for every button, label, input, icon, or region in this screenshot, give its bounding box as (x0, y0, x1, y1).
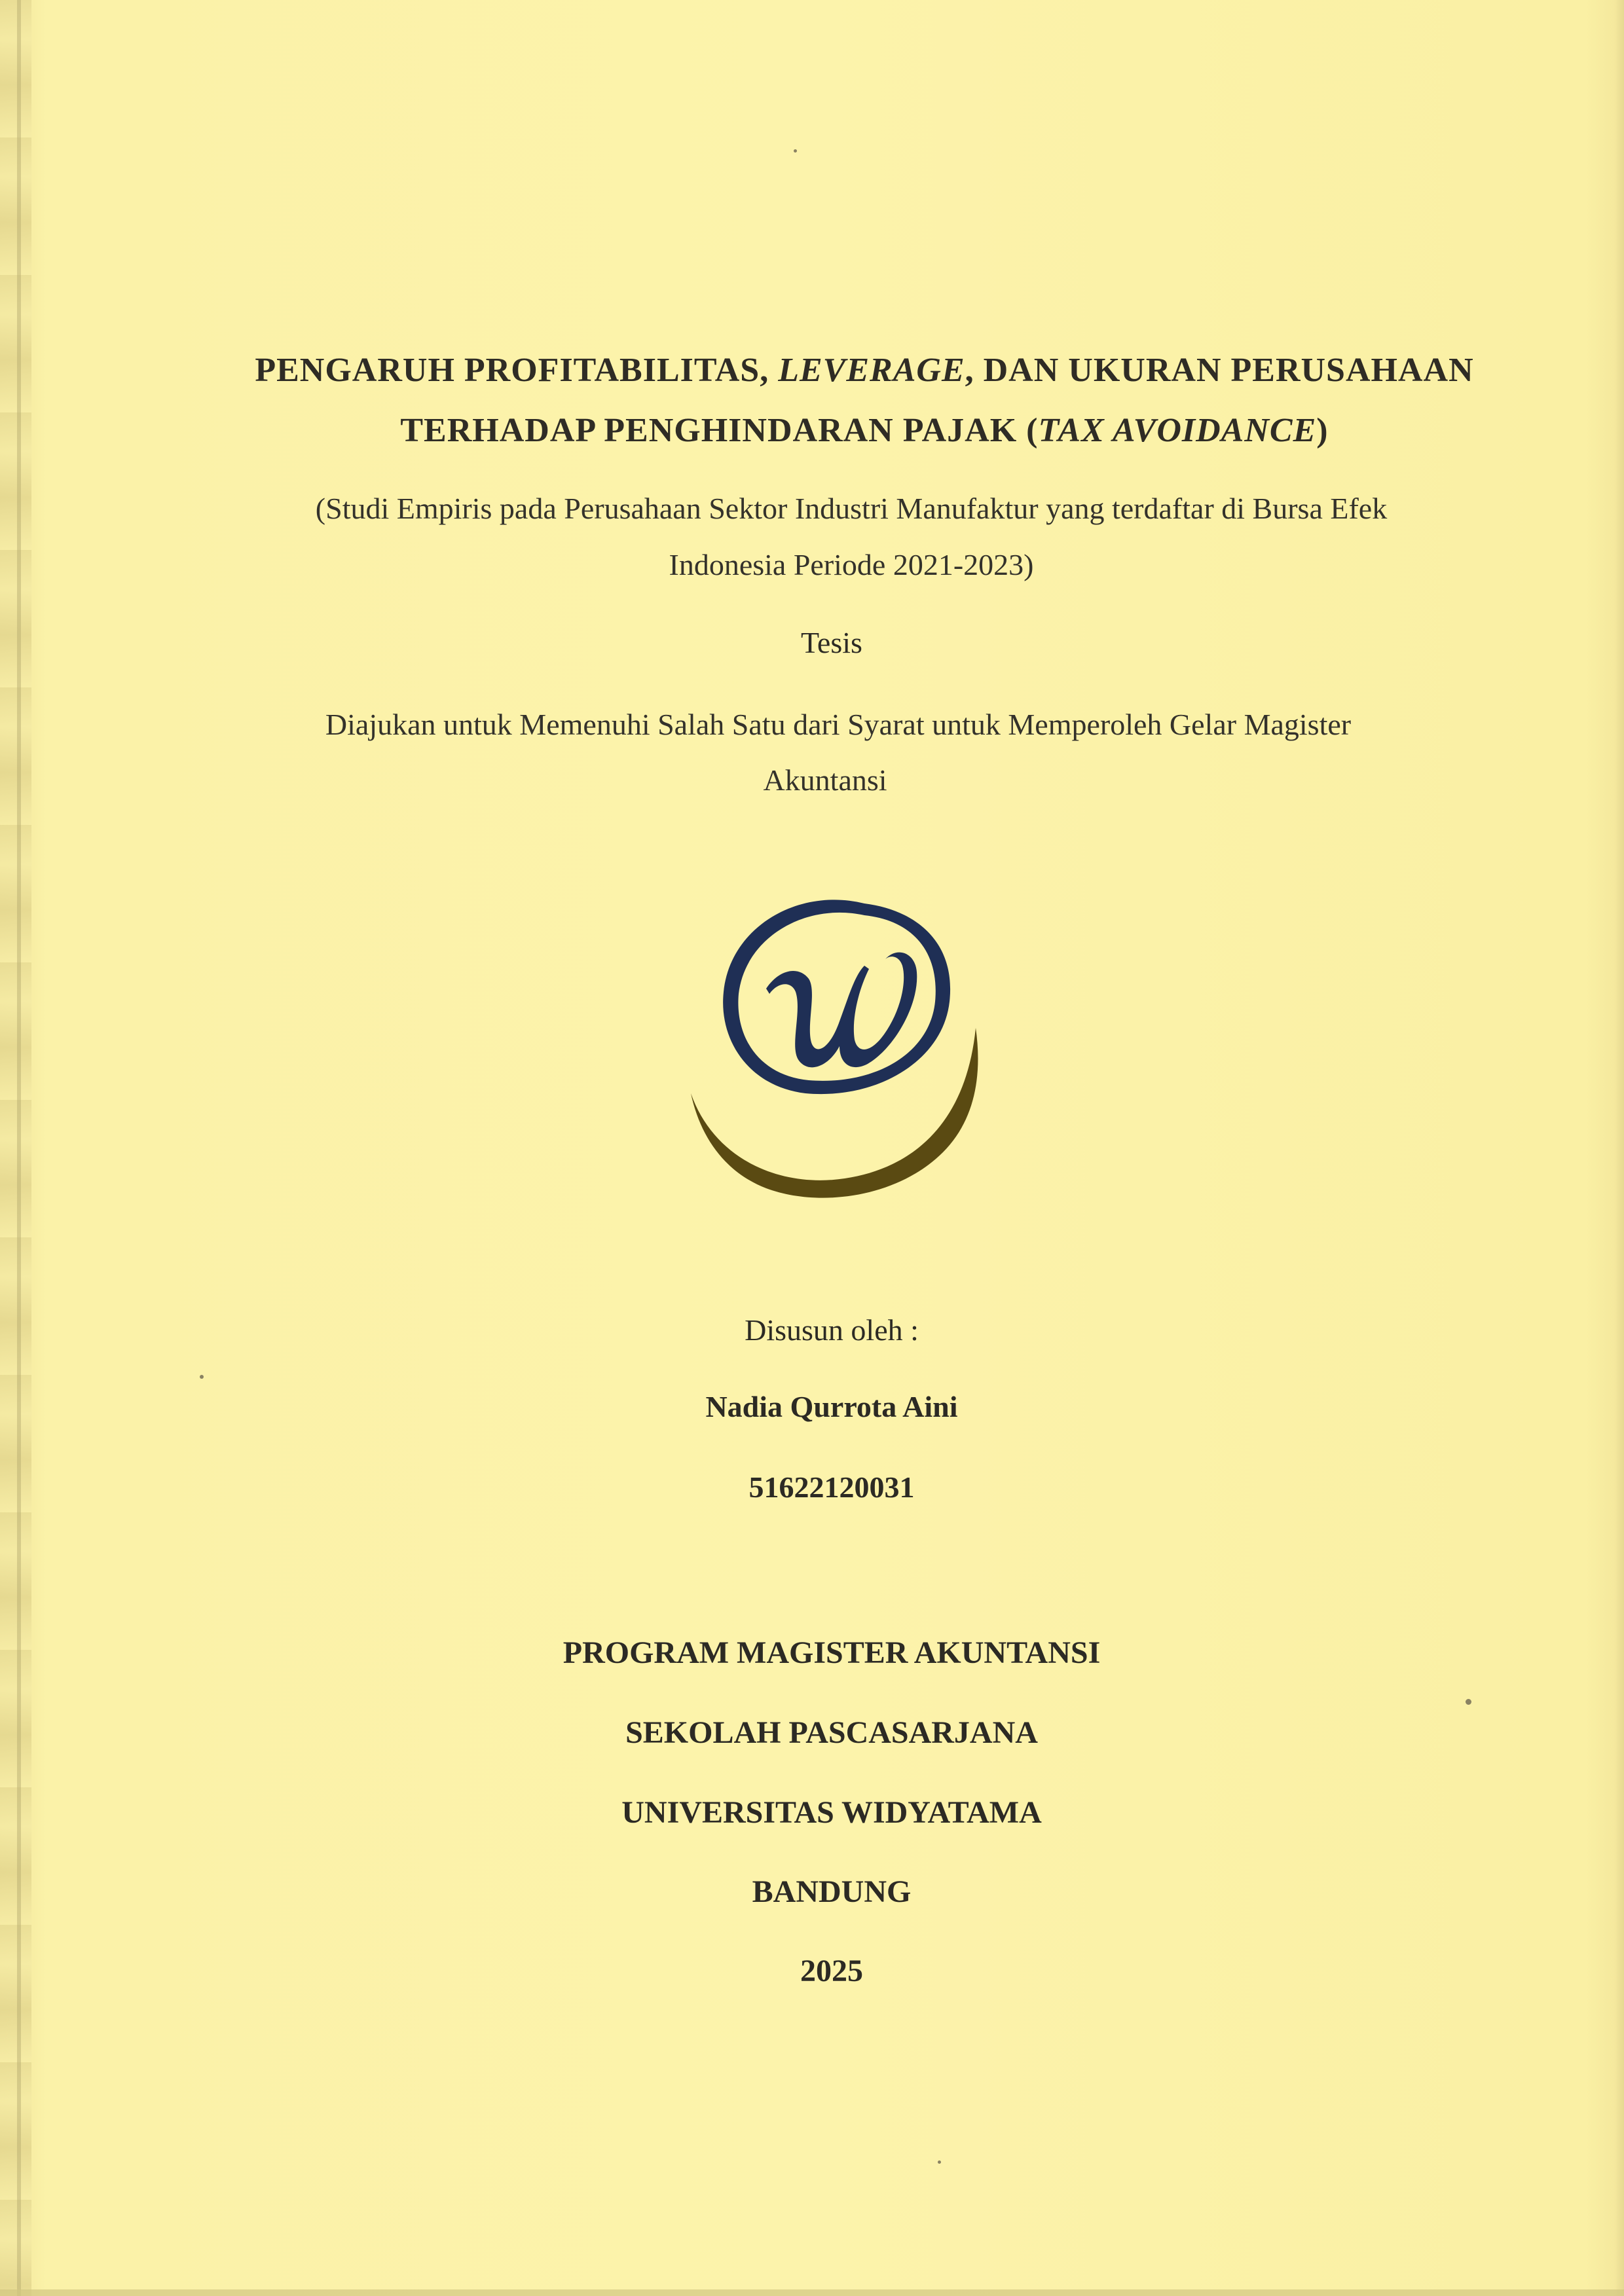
author-label: Disusun oleh : (745, 1313, 919, 1347)
publication-year: 2025 (800, 1954, 863, 1988)
scan-speck (1466, 1699, 1471, 1705)
title-line-2-end: ) (1316, 412, 1329, 449)
bottom-page-edge (0, 2289, 1624, 2296)
study-subtitle-line-2: Indonesia Periode 2021-2023) (669, 548, 1034, 581)
school-name: SEKOLAH PASCASARJANA (625, 1715, 1038, 1750)
widyatama-logo-icon (668, 877, 1008, 1218)
program-name: PROGRAM MAGISTER AKUNTANSI (563, 1635, 1101, 1670)
logo-ring (723, 900, 950, 1094)
university-name: UNIVERSITAS WIDYATAMA (621, 1795, 1042, 1830)
title-line-2-italic: TAX AVOIDANCE (1038, 412, 1317, 449)
right-page-edge (1615, 0, 1624, 2296)
degree-purpose-line-1: Diajukan untuk Memenuhi Salah Satu dari Syarat untuk Memperoleh Gelar Magister (325, 708, 1352, 741)
study-subtitle-line-1: (Studi Empiris pada Perusahaan Sektor Industri Manufaktur yang terdaftar di Bursa Efek (315, 492, 1388, 525)
title-line-2-start: TERHADAP PENGHINDARAN PAJAK ( (400, 412, 1039, 449)
degree-purpose-line-2: Akuntansi (763, 763, 887, 797)
author-name: Nadia Qurrota Aini (705, 1390, 958, 1423)
logo-w-letter (766, 953, 917, 1068)
document-type: Tesis (801, 626, 862, 659)
thesis-title-line-2 (52, 411, 1624, 450)
binding-crease (17, 0, 21, 2296)
title-line-1-start: PENGARUH PROFITABILITAS, (255, 352, 779, 389)
student-id: 51622120031 (748, 1470, 915, 1504)
university-logo-svg (668, 877, 1008, 1218)
scan-speck (794, 149, 797, 153)
binding-edge (0, 0, 31, 2296)
title-line-1-end: , DAN UKURAN PERUSAHAAN (965, 352, 1474, 389)
city-name: BANDUNG (752, 1874, 912, 1909)
scan-speck (200, 1375, 204, 1379)
scan-speck (938, 2160, 941, 2164)
thesis-title-line-1 (52, 351, 1624, 390)
title-line-1-italic: LEVERAGE (778, 352, 965, 389)
